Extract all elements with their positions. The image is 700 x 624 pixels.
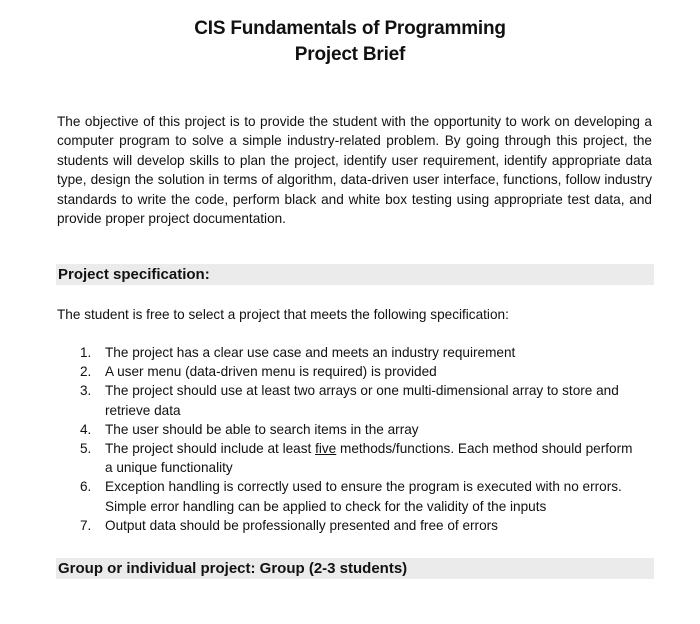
list-item	[80, 516, 640, 535]
list-item	[80, 439, 640, 477]
list-item-text: The project should use at least two arrays or one multi-dimensional array to store and retrieve data	[105, 383, 619, 418]
list-item-text: Output data should be professionally presented and free of errors	[105, 517, 498, 533]
list-item-number: 6.	[80, 479, 92, 495]
list-item	[80, 420, 640, 439]
list-item-text: The user should be able to search items in the array	[105, 421, 419, 437]
list-item-text: The project has a clear use case and meets an industry requirement	[105, 345, 516, 360]
course-title: CIS Fundamentals of Programming	[194, 18, 506, 39]
list-item-number: 2.	[80, 364, 92, 380]
intro-paragraph: The objective of this project is to provide the student with the opportunity to work on developing a computer program to solve a simple industry-related problem. By going through this project, the students will develop skills to plan the project, identify user requirement, identify appropriate data type, design the solution in terms of algorithm, data-driven user interface, functions, follow industry standards to write the code, perform black and white box testing using appropriate test data, and provide proper project documentation.	[57, 114, 652, 227]
list-item-text-start: The project should include at least	[105, 441, 316, 457]
document-title	[0, 16, 700, 68]
list-item-number: 7.	[80, 517, 92, 533]
list-item	[80, 477, 640, 515]
list-item-text-end: methods/functions. Each method should perform a unique functionality	[105, 441, 633, 476]
section-heading-project-specification: Project specification:	[56, 264, 654, 285]
section-heading-group-project: Group or individual project: Group (2-3 students)	[56, 558, 654, 579]
list-item-text: A user menu (data-driven menu is required) is provided	[105, 364, 437, 380]
list-item	[80, 343, 640, 362]
specification-lead-text: The student is free to select a project that meets the following specification:	[57, 307, 509, 322]
list-item-number: 4.	[80, 421, 92, 437]
list-item	[80, 381, 640, 419]
list-item-number: 1.	[80, 345, 92, 360]
list-item-number: 3.	[80, 383, 92, 399]
brief-title: Project Brief	[294, 44, 406, 65]
list-item-text: Exception handling is correctly used to ensure the program is executed with no errors. Simple error handling can be applied to check for the validity of the inputs	[105, 479, 622, 514]
specification-list	[80, 343, 640, 535]
list-item	[80, 362, 640, 381]
list-item-number: 5.	[80, 441, 92, 457]
underlined-word-five: five	[315, 441, 337, 457]
list-item-text	[105, 439, 640, 477]
